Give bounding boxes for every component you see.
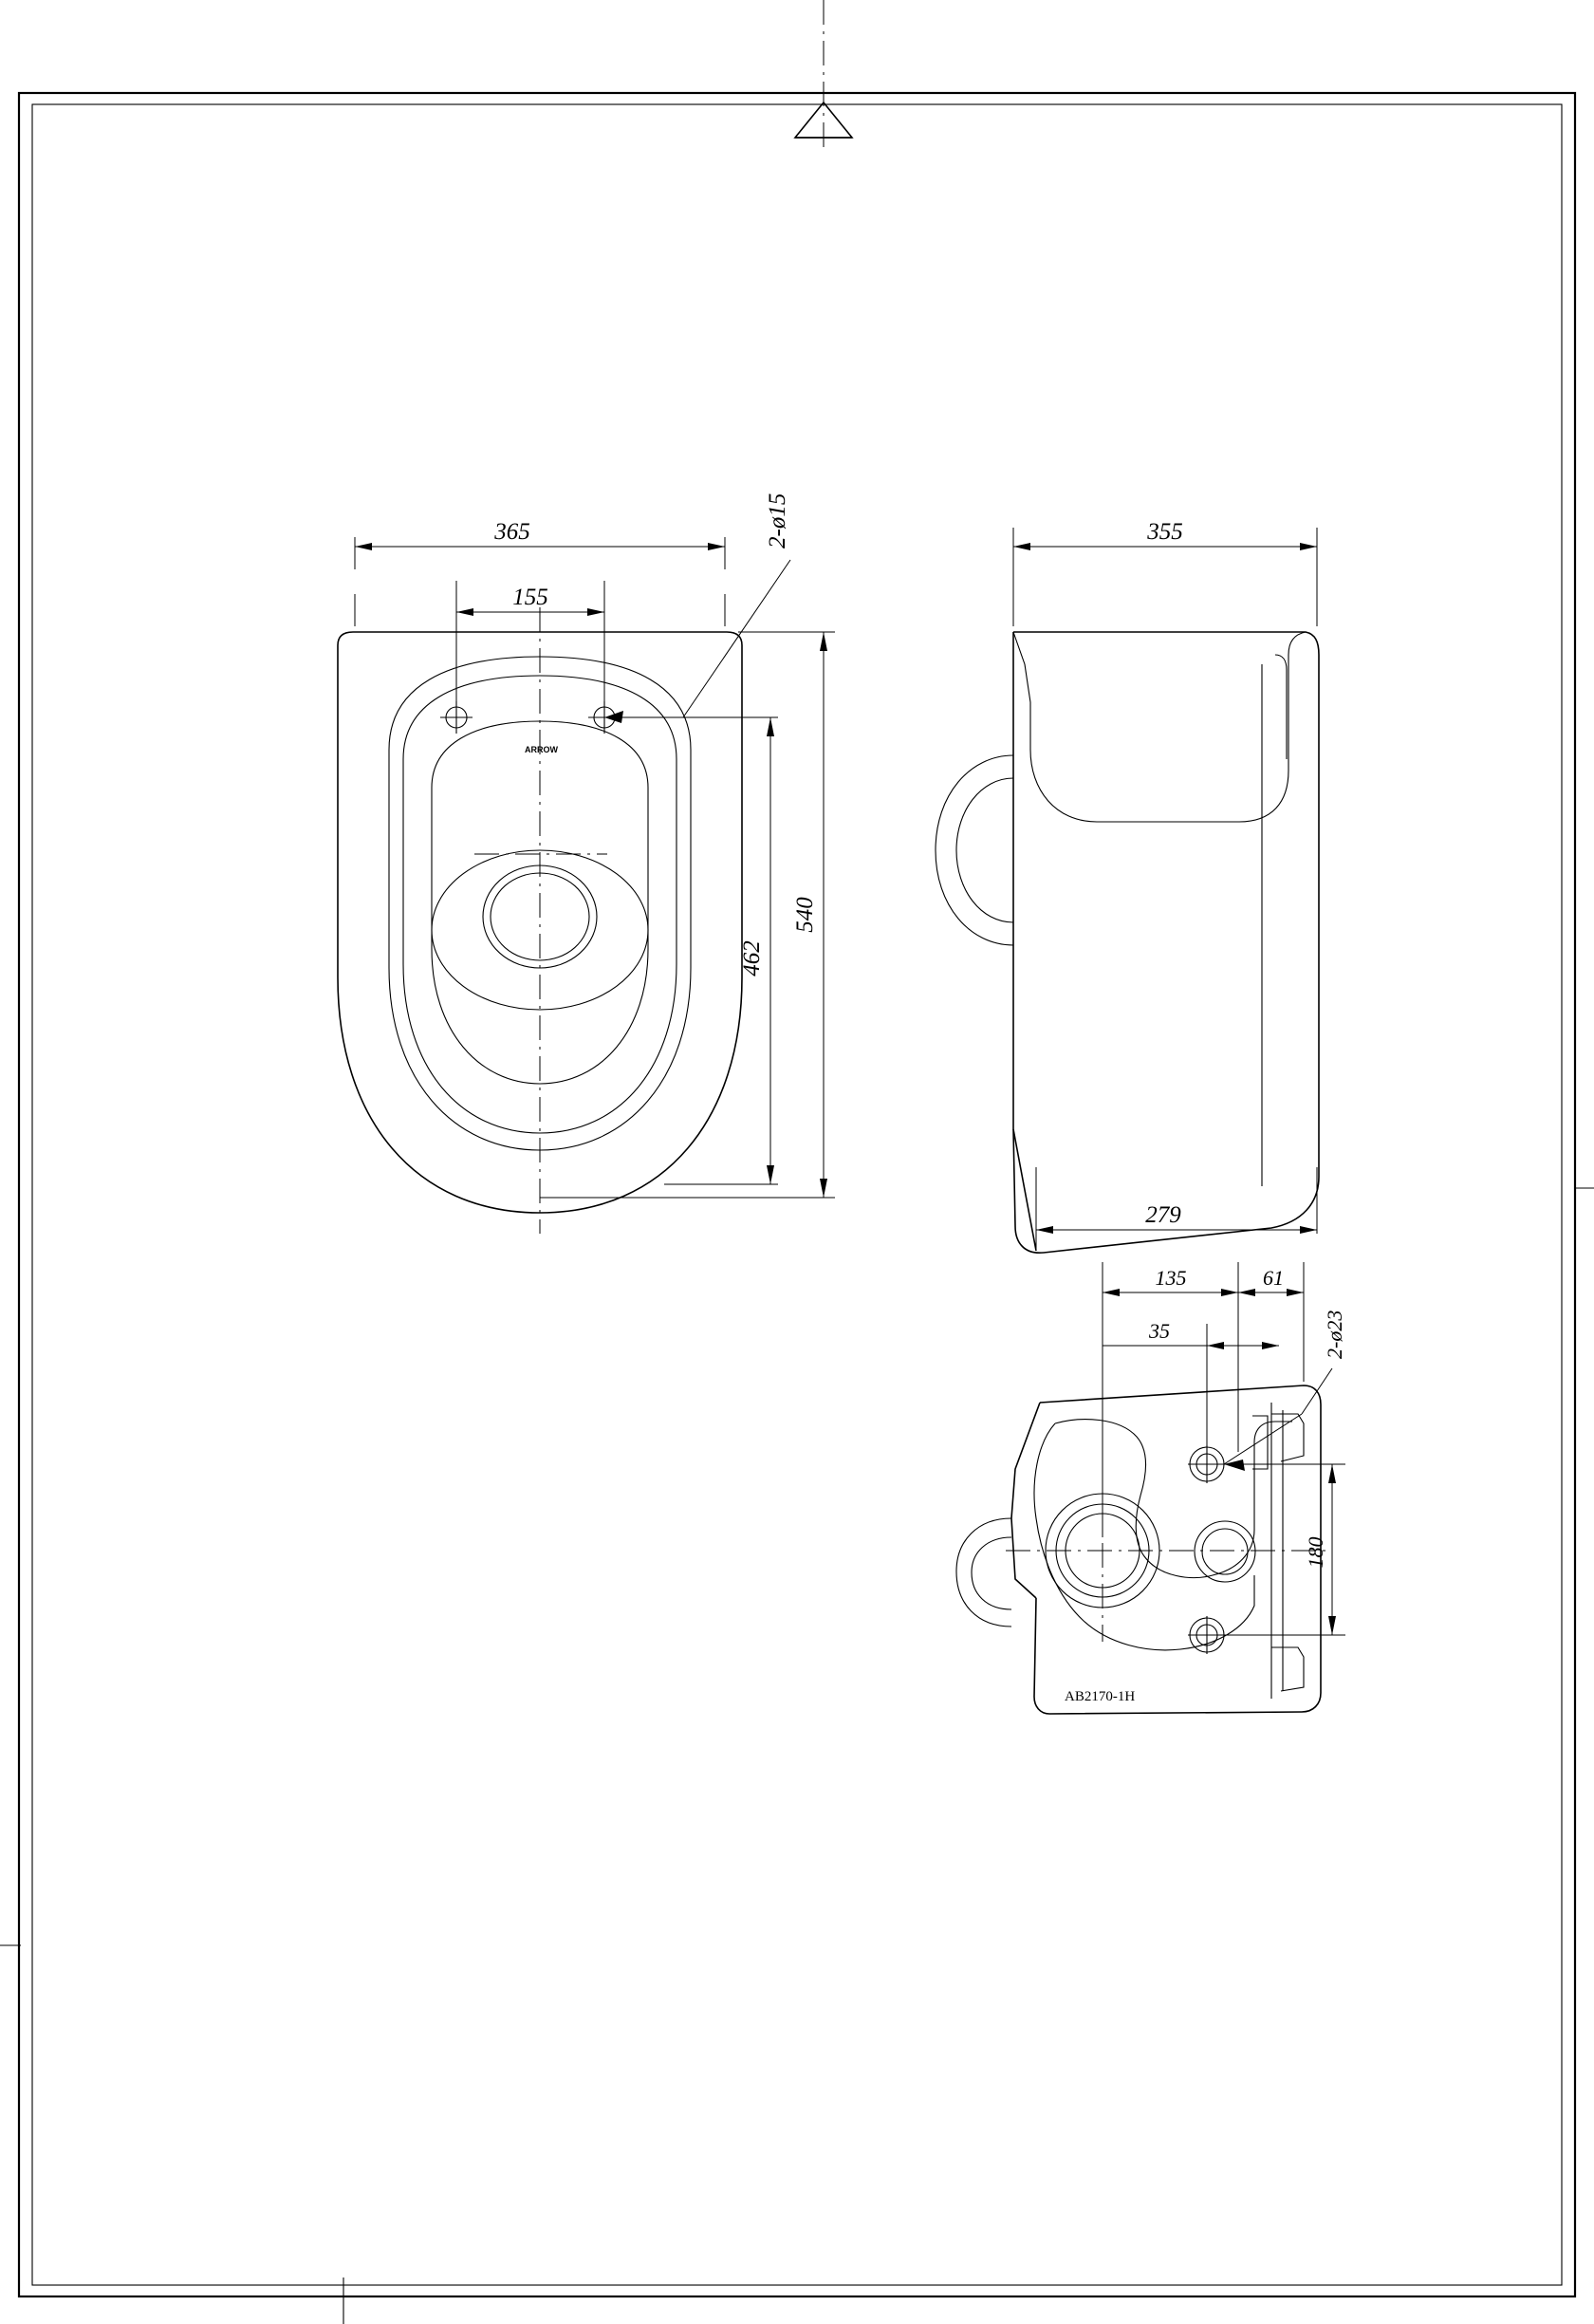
bolt-hole-lower-icon <box>1188 1616 1226 1654</box>
brand-mark-text: ARROW <box>525 745 558 754</box>
callout-2-phi15 <box>604 493 790 723</box>
dimension-label-540: 540 <box>792 897 818 933</box>
secondary-port-icon <box>1195 1521 1255 1582</box>
callout-2-phi23 <box>1224 1311 1346 1471</box>
dimension-155 <box>456 581 604 708</box>
dimension-279 <box>1036 1167 1317 1249</box>
dimension-label-2phi15: 2-ø15 <box>765 493 790 548</box>
dimension-355 <box>1013 519 1317 626</box>
dimension-label-61: 61 <box>1263 1266 1284 1290</box>
dimension-135 <box>1103 1262 1238 1537</box>
dimension-label-35: 35 <box>1149 1319 1170 1343</box>
dimension-label-180: 180 <box>1304 1536 1327 1569</box>
part-code-text: AB2170-1H <box>1065 1689 1136 1704</box>
dimension-180 <box>1224 1464 1345 1635</box>
rear-view <box>956 1262 1346 1714</box>
side-view <box>936 519 1319 1253</box>
dimension-540 <box>540 632 835 1198</box>
projection-symbol-icon <box>795 0 852 152</box>
front-view <box>338 493 835 1234</box>
dimension-label-2phi23: 2-ø23 <box>1323 1310 1346 1359</box>
dimension-label-365: 365 <box>494 519 530 545</box>
dimension-61 <box>1238 1262 1304 1382</box>
dimension-label-462: 462 <box>739 940 765 976</box>
dimension-label-135: 135 <box>1155 1266 1187 1290</box>
dimension-label-155: 155 <box>512 585 548 610</box>
dimension-35 <box>1103 1319 1279 1448</box>
sheet-edge-ticks <box>0 1188 1594 2324</box>
sheet-frame <box>19 93 1575 2296</box>
dimension-label-279: 279 <box>1145 1202 1181 1228</box>
bolt-hole-upper-icon <box>1188 1445 1226 1483</box>
dimension-label-355: 355 <box>1147 519 1183 545</box>
